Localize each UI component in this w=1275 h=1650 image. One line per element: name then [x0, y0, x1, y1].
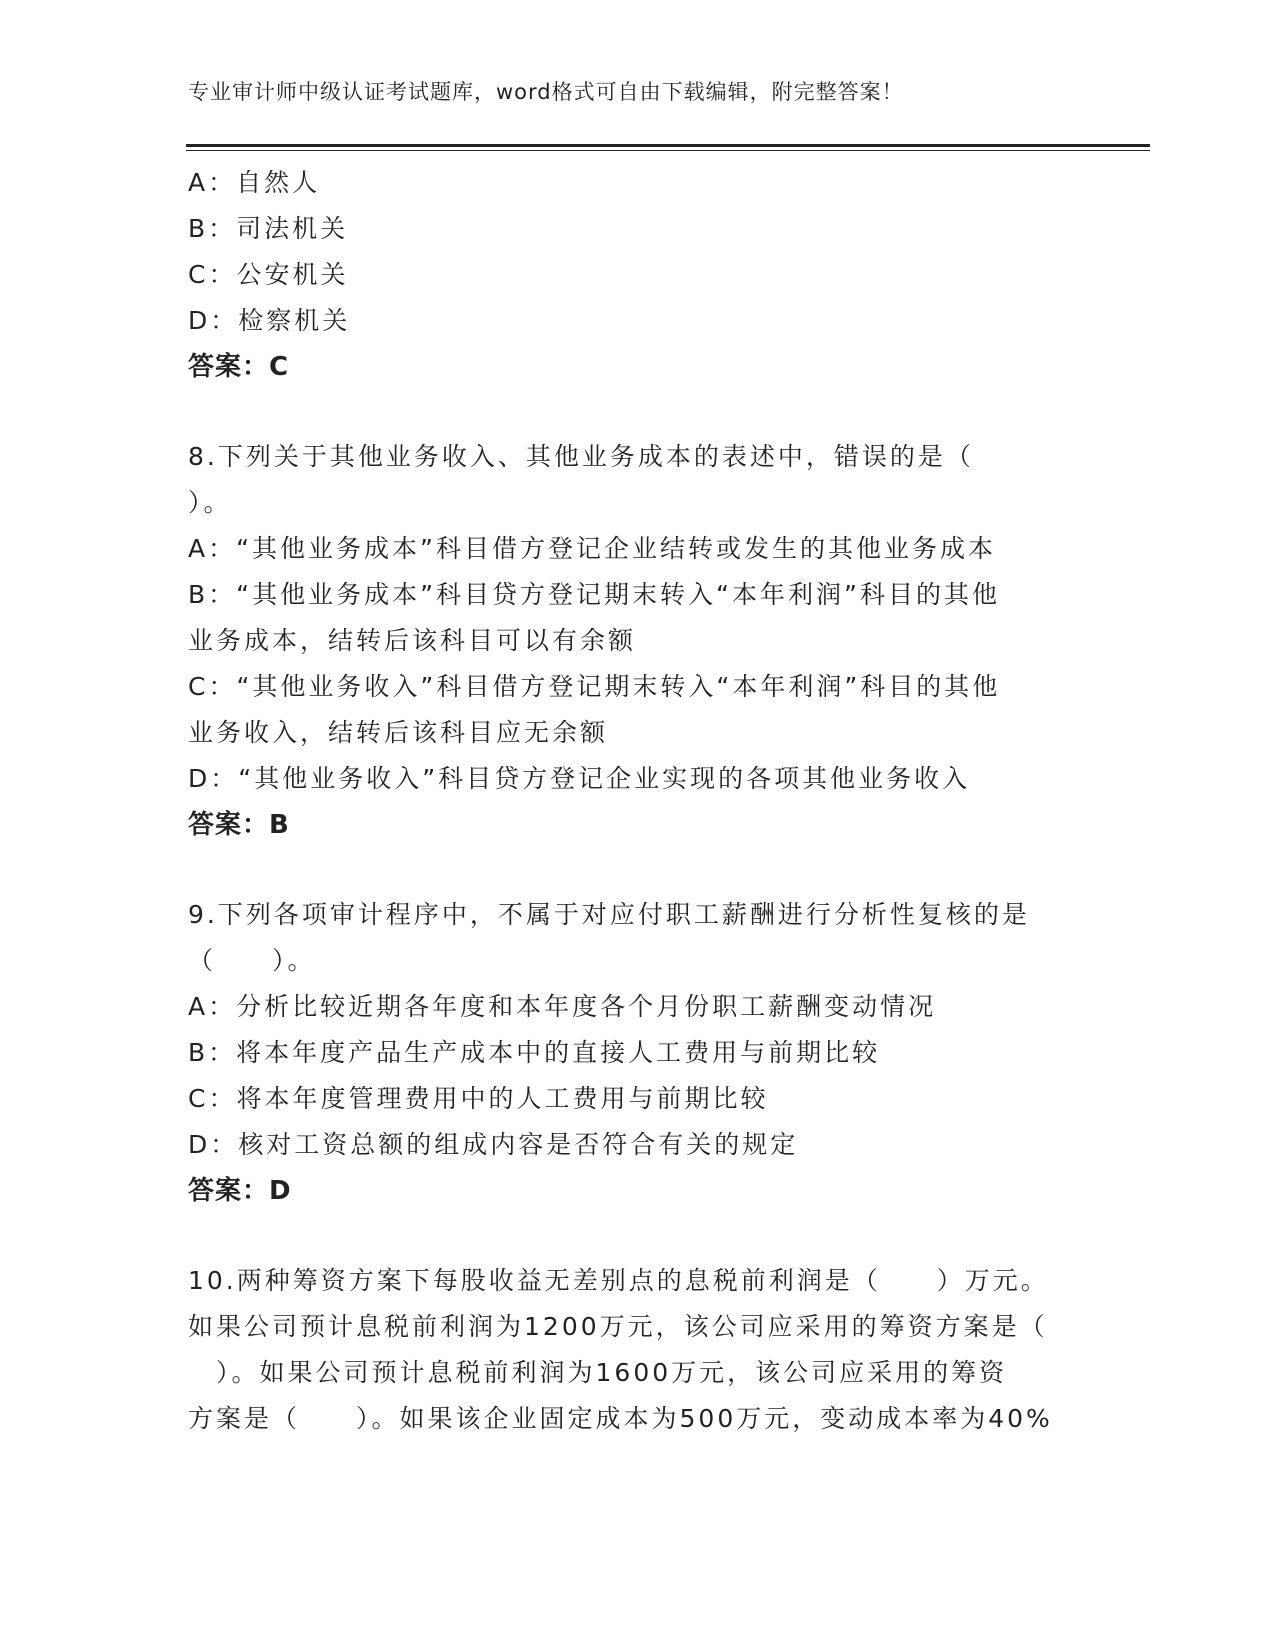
answer-line: 答案：B — [188, 810, 290, 840]
option-text: B：“其他业务成本”科目贷方登记期末转入“本年利润”科目的其他 — [188, 580, 1000, 609]
question-text: 如果公司预计息税前利润为1200万元，该公司应采用的筹资方案是（ — [188, 1312, 1048, 1341]
header-divider — [186, 144, 1150, 147]
option-text: D：核对工资总额的组成内容是否符合有关的规定 — [188, 1130, 799, 1159]
option-text: C：“其他业务收入”科目借方登记期末转入“本年利润”科目的其他 — [188, 672, 1001, 701]
answer-line: 答案：D — [188, 1176, 292, 1206]
question-text: 10.两种筹资方案下每股收益无差别点的息税前利润是（ ）万元。 — [188, 1266, 1049, 1295]
option-text: A：“其他业务成本”科目借方登记企业结转或发生的其他业务成本 — [188, 534, 997, 563]
option-text: B：将本年度产品生产成本中的直接人工费用与前期比较 — [188, 1038, 881, 1067]
option-text: B：司法机关 — [188, 214, 349, 243]
option-text: C：公安机关 — [188, 260, 349, 289]
paragraph-gap — [188, 390, 1088, 434]
question-text: ）。 — [188, 488, 232, 517]
question-text: ）。如果公司预计息税前利润为1600万元，该公司应采用的筹资 — [188, 1358, 1008, 1387]
answer-line: 答案：C — [188, 352, 290, 382]
question-text: 8.下列关于其他业务收入、其他业务成本的表述中，错误的是（ — [188, 442, 974, 471]
option-text: A：自然人 — [188, 168, 321, 197]
option-text: C：将本年度管理费用中的人工费用与前期比较 — [188, 1084, 769, 1113]
option-text: 业务成本，结转后该科目可以有余额 — [188, 626, 637, 655]
paragraph-gap — [188, 848, 1088, 892]
option-text: D：检察机关 — [188, 306, 351, 335]
question-text: 方案是（ ）。如果该企业固定成本为500万元，变动成本率为40% — [188, 1404, 1053, 1433]
header-divider-thin — [186, 150, 1150, 151]
option-text: D：“其他业务收入”科目贷方登记企业实现的各项其他业务收入 — [188, 764, 971, 793]
option-text: A：分析比较近期各年度和本年度各个月份职工薪酬变动情况 — [188, 992, 937, 1021]
question-text: （ ）。 — [188, 946, 316, 975]
question-text: 9.下列各项审计程序中，不属于对应付职工薪酬进行分析性复核的是 — [188, 900, 1030, 929]
option-text: 业务收入，结转后该科目应无余额 — [188, 718, 609, 747]
question-content — [188, 160, 1088, 1442]
page-header: 专业审计师中级认证考试题库，word格式可自由下载编辑，附完整答案！ — [188, 80, 904, 104]
paragraph-gap — [188, 1214, 1088, 1258]
